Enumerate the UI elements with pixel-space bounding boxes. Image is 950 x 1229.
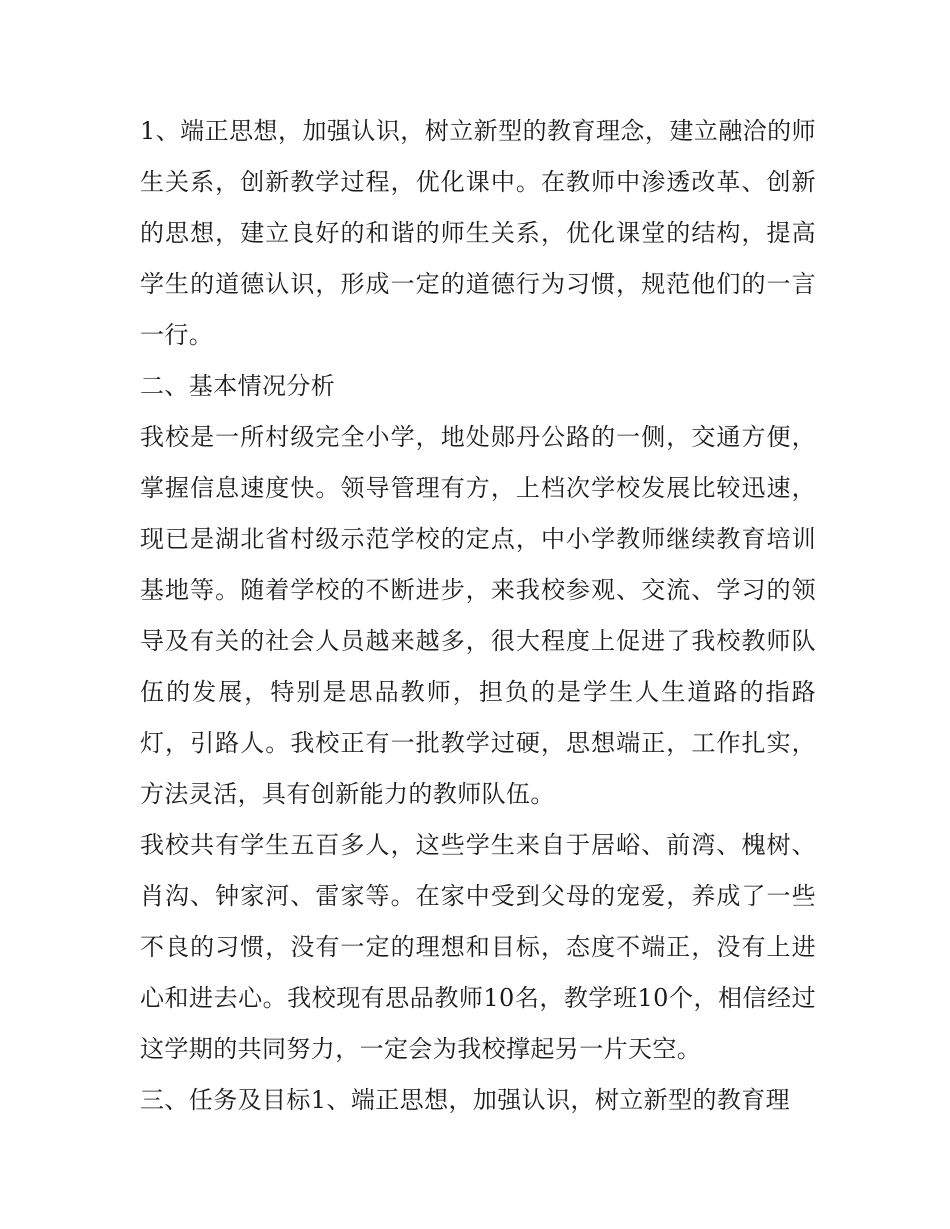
document-body bbox=[140, 106, 816, 1126]
paragraph-school-overview: 我校是一所村级完全小学，地处郧丹公路的一侧，交通方便，掌握信息速度快。领导管理有方，上档次学校发展比较迅速，现已是湖北省村级示范学校的定点，中小学教师继续教育培训基地等。随着学校的不断进步，来我校参观、交流、学习的领导及有关的社会人员越来越多，很大程度上促进了我校教师队伍的发展，特别是思品教师，担负的是学生人生道路的指路灯，引路人。我校正有一批教学过硬，思想端正，工作扎实，方法灵活，具有创新能力的教师队伍。 bbox=[140, 423, 816, 808]
paragraph-tasks-and-goals: 三、任务及目标1、端正思想，加强认识，树立新型的教育理 bbox=[140, 1086, 791, 1114]
section-heading-situation-analysis: 二、基本情况分析 bbox=[140, 372, 336, 400]
paragraph-students-overview: 我校共有学生五百多人，这些学生来自于居峪、前湾、槐树、肖沟、钟家河、雷家等。在家中受到父母的宠爱，养成了一些不良的习惯，没有一定的理想和目标，态度不端正，没有上进心和进去心。我校现有思品教师10名，教学班10个，相信经过这学期的共同努力，一定会为我校撑起另一片天空。 bbox=[140, 831, 816, 1063]
paragraph-goal-1: 1、端正思想，加强认识，树立新型的教育理念，建立融洽的师生关系，创新教学过程，优化课中。在教师中渗透改革、创新的思想，建立良好的和谐的师生关系，优化课堂的结构，提高学生的道德认识，形成一定的道德行为习惯，规范他们的一言一行。 bbox=[140, 117, 816, 349]
